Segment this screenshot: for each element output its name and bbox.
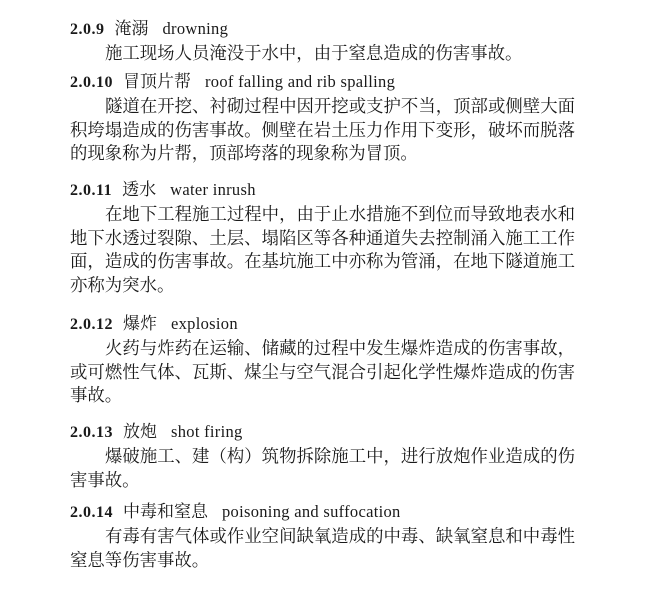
term-definition-2-0-14: 有毒有害气体或作业空间缺氧造成的中毒、缺氧窒息和中毒性窒息等伤害事故。: [70, 527, 575, 571]
term-english: drowning: [162, 19, 229, 38]
term-chinese: 淹溺: [114, 19, 149, 39]
term-english: poisoning and suffocation: [222, 502, 401, 521]
term-chinese: 放炮: [123, 422, 157, 442]
term-heading-2-0-13: [70, 419, 243, 445]
term-number: 2.0.10: [70, 74, 113, 91]
term-number: 2.0.14: [70, 504, 113, 521]
term-english: roof falling and rib spalling: [205, 72, 396, 91]
term-number: 2.0.9: [70, 21, 105, 38]
term-heading-2-0-9: [70, 16, 228, 42]
term-chinese: 透水: [122, 180, 157, 200]
term-number: 2.0.13: [70, 424, 113, 441]
term-english: water inrush: [170, 180, 256, 199]
term-heading-2-0-12: [70, 311, 238, 337]
term-english: explosion: [171, 314, 238, 333]
term-definition-2-0-10: 隧道在开挖、衬砌过程中因开挖或支护不当，顶部或侧壁大面积垮塌造成的伤害事故。侧壁在岩土压力作用下变形，破坏而脱落的现象称为片帮，顶部垮落的现象称为冒顶。: [70, 97, 575, 165]
term-definition-2-0-9: 施工现场人员淹没于水中，由于窒息造成的伤害事故。: [105, 44, 523, 64]
term-heading-2-0-11: [70, 177, 256, 203]
term-chinese: 爆炸: [123, 314, 157, 334]
term-chinese: 冒顶片帮: [123, 72, 191, 92]
term-number: 2.0.11: [70, 182, 113, 199]
term-definition-2-0-13: 爆破施工、建（构）筑物拆除施工中，进行放炮作业造成的伤害事故。: [70, 447, 575, 491]
term-heading-2-0-10: [70, 69, 395, 95]
term-number: 2.0.12: [70, 316, 113, 333]
term-heading-2-0-14: [70, 499, 401, 525]
term-chinese: 中毒和窒息: [123, 502, 208, 522]
term-definition-2-0-12: 火药与炸药在运输、储藏的过程中发生爆炸造成的伤害事故，或可燃性气体、瓦斯、煤尘与空气混合引起化学性爆炸造成的伤害事故。: [70, 339, 575, 407]
term-definition-2-0-11: 在地下工程施工过程中，由于止水措施不到位而导致地表水和地下水透过裂隙、土层、塌陷区等各种通道失去控制涌入施工工作面，造成的伤害事故。在基坑施工中亦称为管涌，在地下隧道施工亦称为突水。: [70, 205, 575, 296]
term-english: shot firing: [171, 422, 243, 441]
